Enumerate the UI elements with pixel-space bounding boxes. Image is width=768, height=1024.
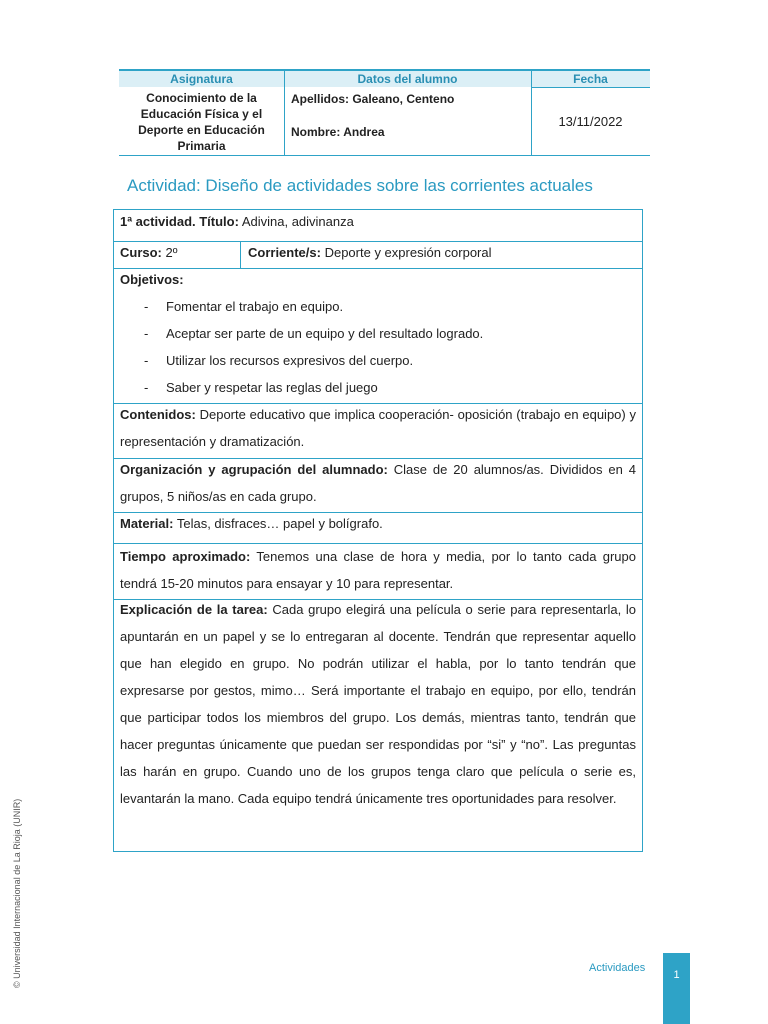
titulo-label: 1ª actividad. Título: [120,214,239,229]
curso-label: Curso: [120,245,162,260]
asignatura-value: Conocimiento de la Educación Física y el Deporte en Educación Primaria [138,91,265,153]
titulo-value: Adivina, adivinanza [238,214,354,229]
info-header-table [119,69,650,156]
organizacion-value: Clase de 20 alumnos/as. Divididos en 4 grupos, 5 niños/as en cada grupo. [120,462,636,504]
header-body [119,87,650,156]
corriente-value: Deporte y expresión corporal [320,245,492,260]
contenidos-label: Contenidos: [120,407,196,422]
objetivos-label: Objetivos: [120,272,184,287]
page-number-box [663,953,690,1024]
tiempo-label: Tiempo aproximado: [120,549,251,564]
bullet: - [144,326,149,341]
copyright-text: © Universidad Internacional de La Rioja (UNIR) [12,798,22,988]
fecha-divider [531,87,650,88]
explicacion-label: Explicación de la tarea: [120,602,268,617]
nombre-value: Nombre: Andrea [291,125,385,139]
objetivo-item: Aceptar ser parte de un equipo y del resultado logrado. [166,326,484,341]
objetivo-item: Fomentar el trabajo en equipo. [166,299,344,314]
page-number: 1 [673,969,680,981]
corriente-label: Corriente/s: [248,245,321,260]
bullet: - [144,299,149,314]
objetivo-item: Saber y respetar las reglas del juego [166,380,378,395]
footer-section-label: Actividades [589,962,646,974]
tiempo-row [114,543,642,599]
organizacion-label: Organización y agrupación del alumnado: [120,462,388,477]
objetivos-row [114,268,642,403]
header-row [119,69,650,87]
col-asignatura: Asignatura [170,72,233,86]
divider [284,69,285,156]
bullet: - [144,353,149,368]
col-datos-alumno: Datos del alumno [357,72,458,86]
contenidos-row [114,403,642,458]
fecha-value: 13/11/2022 [558,114,623,129]
curso-row [114,241,642,268]
titulo-row [114,210,642,241]
col-fecha: Fecha [573,72,608,86]
tiempo-value: Tenemos una clase de hora y media, por lo tanto cada grupo tendrá 15-20 minutos para ensayar y 10 para representar. [120,549,636,591]
divider [531,69,532,156]
material-row [114,512,642,543]
apellidos-value: Apellidos: Galeano, Centeno [291,92,455,106]
objetivo-item: Utilizar los recursos expresivos del cuerpo. [166,353,414,368]
bullet: - [144,380,149,395]
contenidos-value: Deporte educativo que implica cooperación- oposición (trabajo en equipo) y representación y dramatización. [120,407,636,449]
organizacion-row [114,458,642,512]
explicacion-value: Cada grupo elegirá una película o serie para representarla, lo apuntarán en un papel y se lo entregaran al docente. Tendrán que representar aquello que han elegido en grupo. No podrán utilizar el habla, por lo tanto tendrán que expresarse por gestos, mimo… Será importante el trabajo en equipo, por ello, tendrán que participar todos los miembros del grupo. Los demás, mientras tanto, tendrán que hacer preguntas únicamente que puedan ser respondidas por “si” y “no”. Las preguntas las harán en grupo. Cuando uno de los grupos tenga claro que película o serie es, levantarán la mano. Cada equipo tendrá únicamente tres oportunidades para resolver. [120,602,636,806]
activity-table [113,209,643,852]
explicacion-row [114,599,642,851]
curso-value: 2º [161,245,178,260]
divider [240,242,241,268]
page-title: Actividad: Diseño de actividades sobre las corrientes actuales [127,176,593,195]
material-label: Material: [120,516,174,531]
material-value: Telas, disfraces… papel y bolígrafo. [173,516,383,531]
